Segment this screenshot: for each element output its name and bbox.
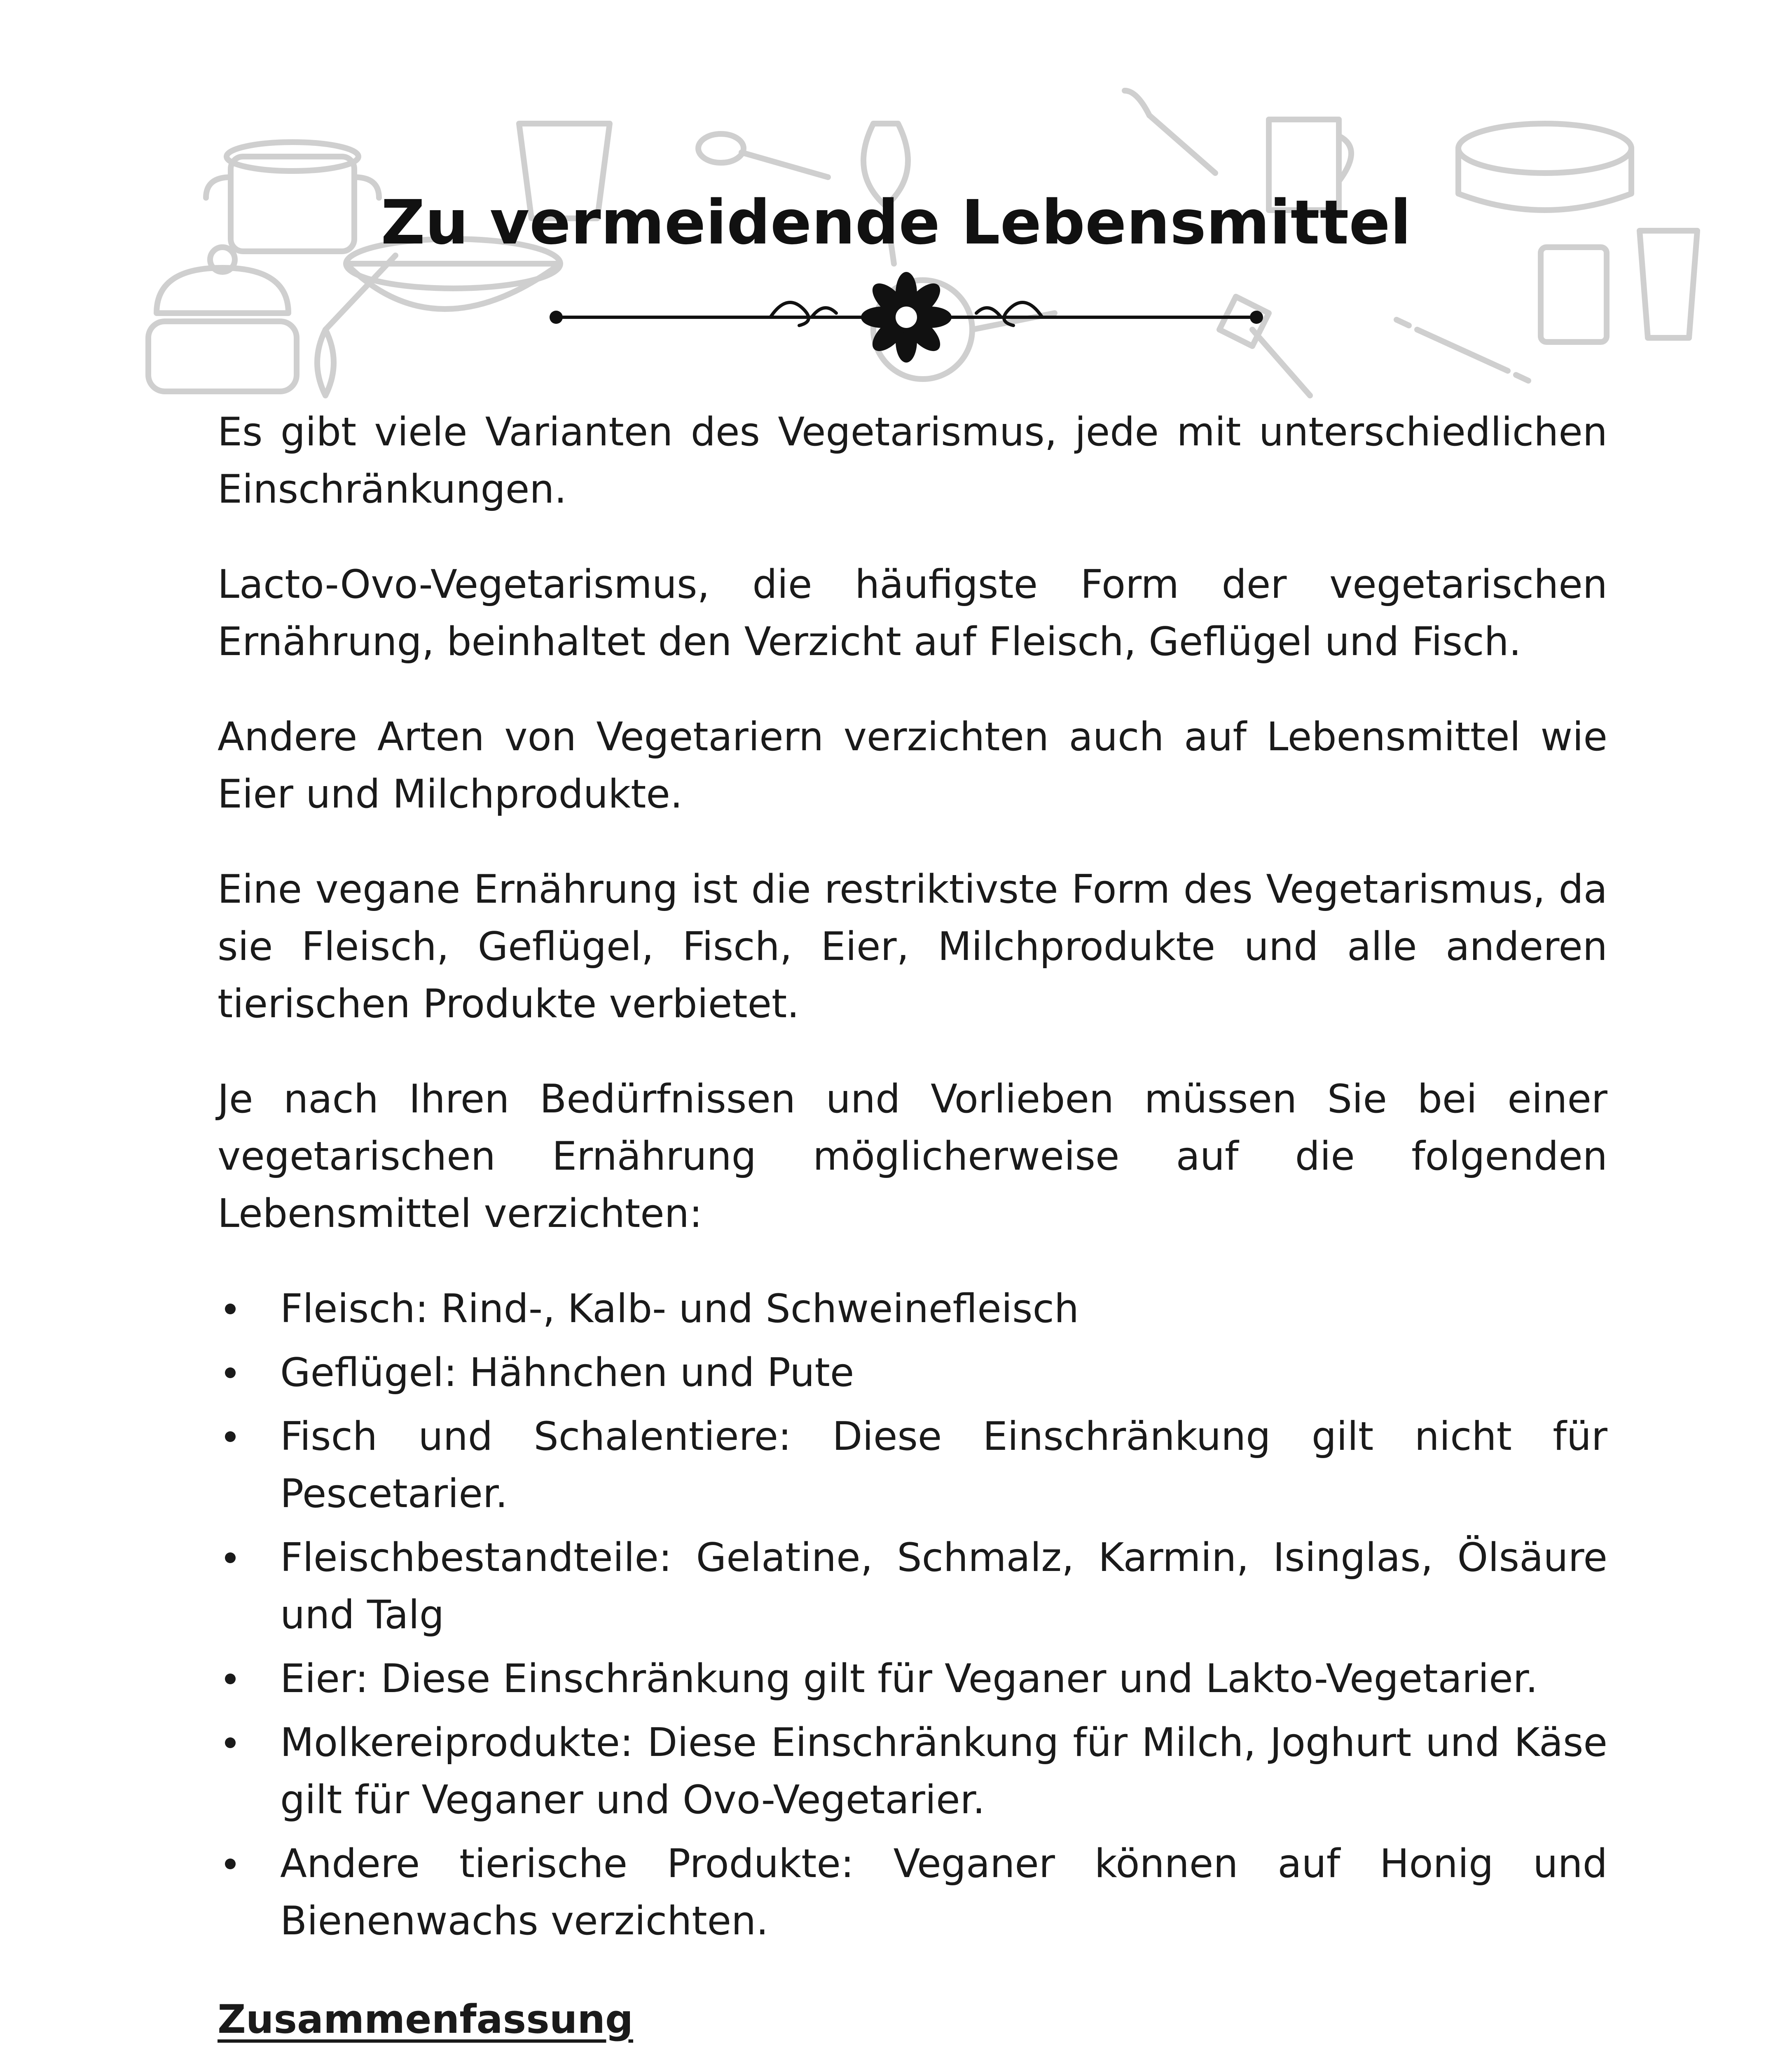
list-item: Molkereiprodukte: Diese Einschränkung für Milch, Joghurt und Käse gilt für Veganer und Ovo-Vegetarier.	[218, 1714, 1607, 1829]
list-item: Fleischbestandteile: Gelatine, Schmalz, Karmin, Isinglas, Ölsäure und Talg	[218, 1529, 1607, 1644]
bullet-icon	[225, 1304, 236, 1314]
bullet-icon	[225, 1674, 236, 1684]
paragraph: Lacto-Ovo-Vegetarismus, die häufigste Form der vegetarischen Ernährung, beinhaltet den Verzicht auf Fleisch, Geflügel und Fisch.	[218, 562, 1607, 665]
bullet-icon	[225, 1367, 236, 1378]
paragraph: Eine vegane Ernährung ist die restriktivste Form des Vegetarismus, da sie Fleisch, Geflügel, Fisch, Eier, Milchprodukte und alle anderen tierischen Produkte verbietet.	[218, 867, 1607, 1027]
rolling-pin-icon	[1397, 320, 1528, 381]
bullet-icon	[225, 1737, 236, 1748]
list-item: Andere tierische Produkte: Veganer können auf Honig und Bienenwachs verzichten.	[218, 1835, 1607, 1950]
list-item: Fleisch: Rind-, Kalb- und Schweinefleisch	[218, 1280, 1607, 1338]
flourish-divider	[540, 264, 1273, 363]
list-item: Eier: Diese Einschränkung gilt für Veganer und Lakto-Vegetarier.	[218, 1650, 1607, 1708]
summary-heading: Zusammenfassung	[218, 1997, 634, 2042]
paragraph: Es gibt viele Varianten des Vegetarismus, jede mit unterschiedlichen Einschränkungen.	[218, 410, 1607, 512]
paragraph: Je nach Ihren Bedürfnissen und Vorlieben müssen Sie bei einer vegetarischen Ernährung möglicherweise auf die folgenden Lebensmittel verzichten:	[218, 1077, 1607, 1236]
flower-icon	[861, 272, 952, 363]
food-list	[218, 1280, 1607, 1950]
list-item: Fisch und Schalentiere: Diese Einschränkung gilt nicht für Pescetarier.	[218, 1408, 1607, 1523]
paragraph: Andere Arten von Vegetariern verzichten auch auf Lebensmittel wie Eier und Milchprodukte.	[218, 714, 1607, 817]
main-content	[218, 404, 1607, 2060]
bullet-icon	[225, 1552, 236, 1563]
list-item: Geflügel: Hähnchen und Pute	[218, 1344, 1607, 1402]
spoon-icon	[698, 134, 828, 177]
page-title: Zu vermeidende Lebensmittel	[381, 187, 1411, 258]
cooking-pot-with-lid-icon	[148, 247, 297, 391]
bullet-icon	[225, 1431, 236, 1442]
knife-icon	[1125, 91, 1215, 173]
bullet-icon	[225, 1859, 236, 1869]
